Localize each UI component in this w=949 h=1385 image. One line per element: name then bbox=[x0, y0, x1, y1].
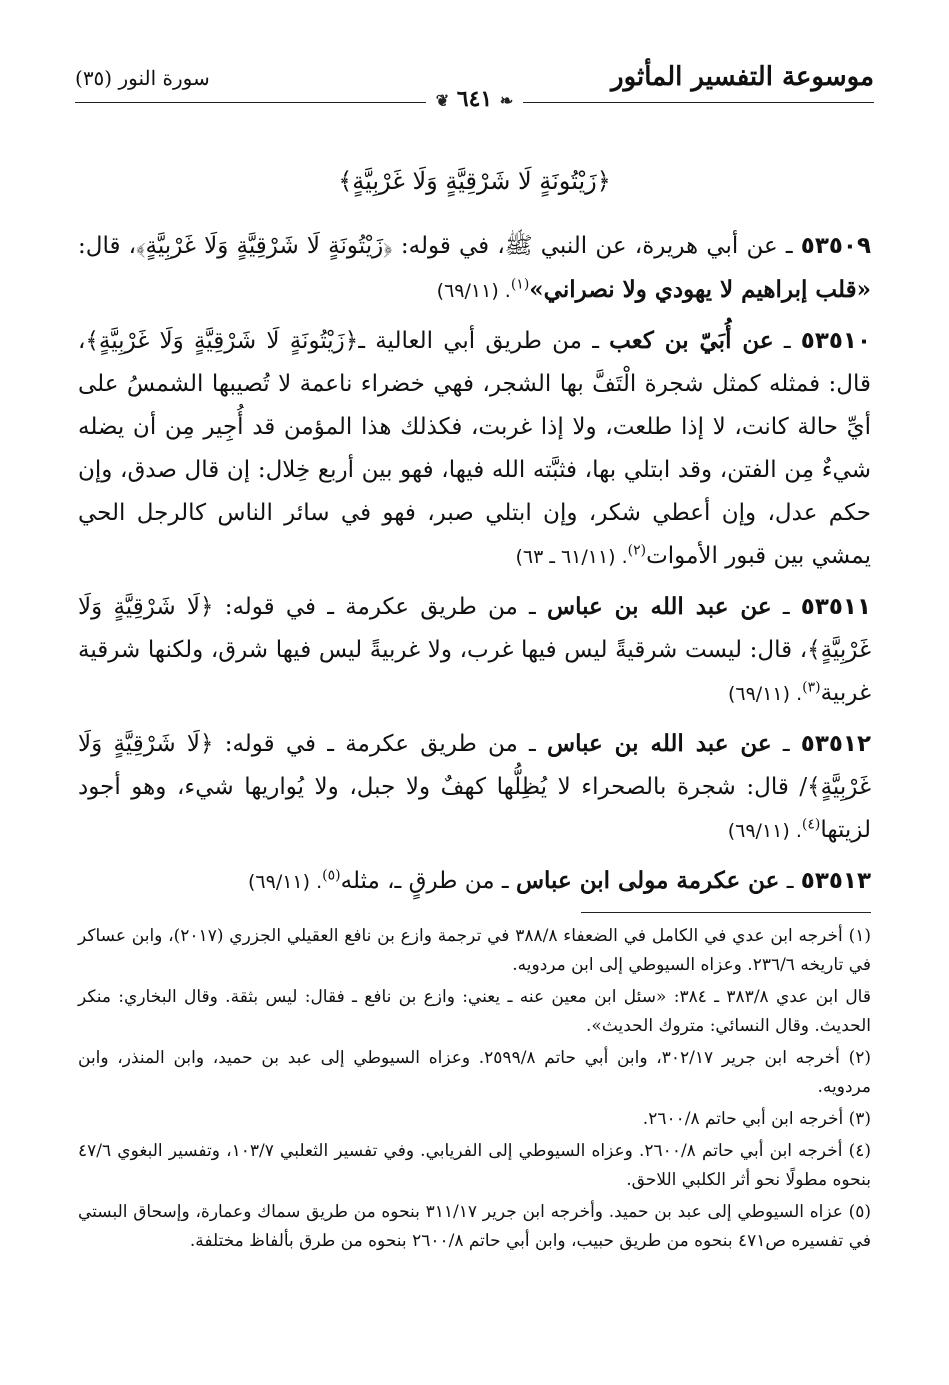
entry-number: ٥٣٥١٣ bbox=[800, 868, 871, 894]
footnote-3: (٣) أخرجه ابن أبي حاتم ٢٦٠٠/٨. bbox=[642, 1109, 871, 1129]
entry-narrator: عن أُبَيّ بن كعب bbox=[609, 327, 774, 354]
entry-number: ٥٣٥١٢ bbox=[800, 731, 871, 757]
entry-narrator: عن عبد الله بن عباس bbox=[547, 593, 772, 620]
footnote-4: (٤) أخرجه ابن أبي حاتم ٢٦٠٠/٨. وعزاه السيوطي إلى الفريابي. وفي تفسير الثعلبي ١٠٣/٧، وتفسير البغوي ٤٧/٦ بنحوه مطولًا نحو أثر الكلبي اللاحق. bbox=[78, 1141, 871, 1190]
entry-53512 bbox=[78, 722, 871, 853]
ornament-left-icon: ❦ bbox=[435, 91, 450, 110]
entry-53513 bbox=[78, 859, 871, 904]
volume-ref: . (٦١/١١ ـ ٦٣) bbox=[515, 546, 628, 568]
footnote-ref: (٣) bbox=[802, 679, 821, 696]
volume-ref: . (٦٩/١١) bbox=[727, 683, 803, 705]
dash: ـ bbox=[771, 731, 801, 757]
entry-text: ـ من طريق أبي العالية ـ﴿زَيْتُونَةٍ لَا شَرْقِيَّةٍ وَلَا غَرْبِيَّةٍ﴾، قال: فمثله كمثل شجرة الْتَفَّ بها الشجر، فهي خضراء ناعمة لا تُصيبها الشمسُ على أيِّ حالة كانت، لا إذا طلعت، ولا إذا غربت، فكذلك هذا المؤمن قد أُجِير مِن أن يضله شيءٌ مِن الفتن، وقد ابتلي بها، فثبَّته الله فيها، فهو بين أربع خِلال: إن قال صدق، وإن حكم عدل، وإن أعطي شكر، وإن ابتلي صبر، فهو في سائر الناس كالرجل الحي يمشي بين قبور الأموات bbox=[78, 328, 872, 569]
dash: ـ bbox=[779, 868, 801, 894]
entry-text: ـ عن أبي هريرة، عن النبي ﷺ، في قوله: ﴿زَيْتُونَةٍ لَا شَرْقِيَّةٍ وَلَا غَرْبِيَّةٍ﴾، قال: bbox=[78, 233, 801, 259]
entry-text: ـ من طريق عكرمة ـ في قوله: ﴿لَا شَرْقِيَّةٍ وَلَا غَرْبِيَّةٍ﴾/ قال: شجرة بالصحراء لا يُظِلُّها كهفٌ ولا جبل، ولا يُواريها شيء، وهو أجود لزيتها bbox=[78, 731, 871, 843]
ornament-right-icon: ❧ bbox=[499, 91, 514, 110]
page-number: ٦٤١ bbox=[456, 86, 493, 112]
page-number-box bbox=[426, 86, 524, 112]
entry-text: ـ من طريق عكرمة ـ في قوله: ﴿لَا شَرْقِيَّةٍ وَلَا غَرْبِيَّةٍ﴾، قال: ليست شرقيةً ليس فيها غرب، ولا غربيةً ليس فيها شرق، ولكنها شرقية غربية bbox=[78, 594, 871, 706]
entry-text: ـ من طرقٍ ـ، مثله bbox=[340, 868, 516, 894]
entry-narrator: عن عكرمة مولى ابن عباس bbox=[515, 867, 780, 894]
volume-ref: . (٦٩/١١) bbox=[727, 820, 802, 842]
entry-number: ٥٣٥١٠ bbox=[800, 328, 871, 354]
dash: ـ bbox=[771, 594, 801, 620]
footnote-2: (٢) أخرجه ابن جرير ٣٠٢/١٧، وابن أبي حاتم ٢٥٩٩/٨. وعزاه السيوطي إلى عبد بن حميد، وابن المنذر، وابن مردويه. bbox=[78, 1048, 871, 1097]
footnotes bbox=[78, 922, 871, 1259]
footnote-divider bbox=[581, 912, 871, 913]
main-content bbox=[78, 160, 871, 910]
volume-ref: . (٦٩/١١) bbox=[436, 280, 511, 302]
footnote-1: (١) أخرجه ابن عدي في الكامل في الضعفاء ٣٨٨/٨ في ترجمة وازع بن نافع العقيلي الجزري (٢٠١٧)، وابن عساكر في تاريخه ٢٣٦/٦. وعزاه السيوطي إلى ابن مردويه. bbox=[78, 926, 872, 975]
entry-narrator: عن عبد الله بن عباس bbox=[547, 730, 772, 757]
section-title: ﴿زَيْتُونَةٍ لَا شَرْقِيَّةٍ وَلَا غَرْبِيَّةٍ﴾ bbox=[338, 167, 611, 195]
entry-number: ٥٣٥٠٩ bbox=[800, 233, 871, 259]
surah-label: سورة النور (٣٥) bbox=[75, 66, 210, 90]
entry-number: ٥٣٥١١ bbox=[800, 594, 871, 620]
dash: ـ bbox=[773, 328, 801, 354]
entry-53511 bbox=[78, 585, 871, 716]
entry-quote: «قلب إبراهيم لا يهودي ولا نصراني» bbox=[529, 276, 871, 303]
footnote-ref: (١) bbox=[510, 276, 530, 293]
page-number-wrap bbox=[0, 86, 949, 112]
footnote-ref: (٥) bbox=[322, 867, 341, 884]
footnote-1-comment: قال ابن عدي ٣٨٣/٨ ـ ٣٨٤: «سئل ابن معين عنه ـ يعني: وازع بن نافع ـ فقال: ليس بثقة. وقال البخاري: منكر الحديث. وقال النسائي: متروك الحديث». bbox=[78, 987, 871, 1036]
book-title: موسوعة التفسير المأثور bbox=[611, 62, 874, 92]
entry-53509 bbox=[78, 225, 871, 313]
entry-53510 bbox=[78, 319, 871, 579]
footnote-ref: (٤) bbox=[801, 816, 821, 833]
footnote-5: (٥) عزاه السيوطي إلى عبد بن حميد. وأخرجه ابن جرير ٣١١/١٧ بنحوه من طريق سماك وعمارة، وإسحاق البستي في تفسيره ص٤٧١ بنحوه من طريق حبيب، وابن أبي حاتم ٢٦٠٠/٨ بنحوه من طرق بألفاظ مختلفة. bbox=[78, 1202, 871, 1251]
footnote-ref: (٢) bbox=[627, 542, 647, 559]
volume-ref: . (٦٩/١١) bbox=[247, 871, 323, 893]
